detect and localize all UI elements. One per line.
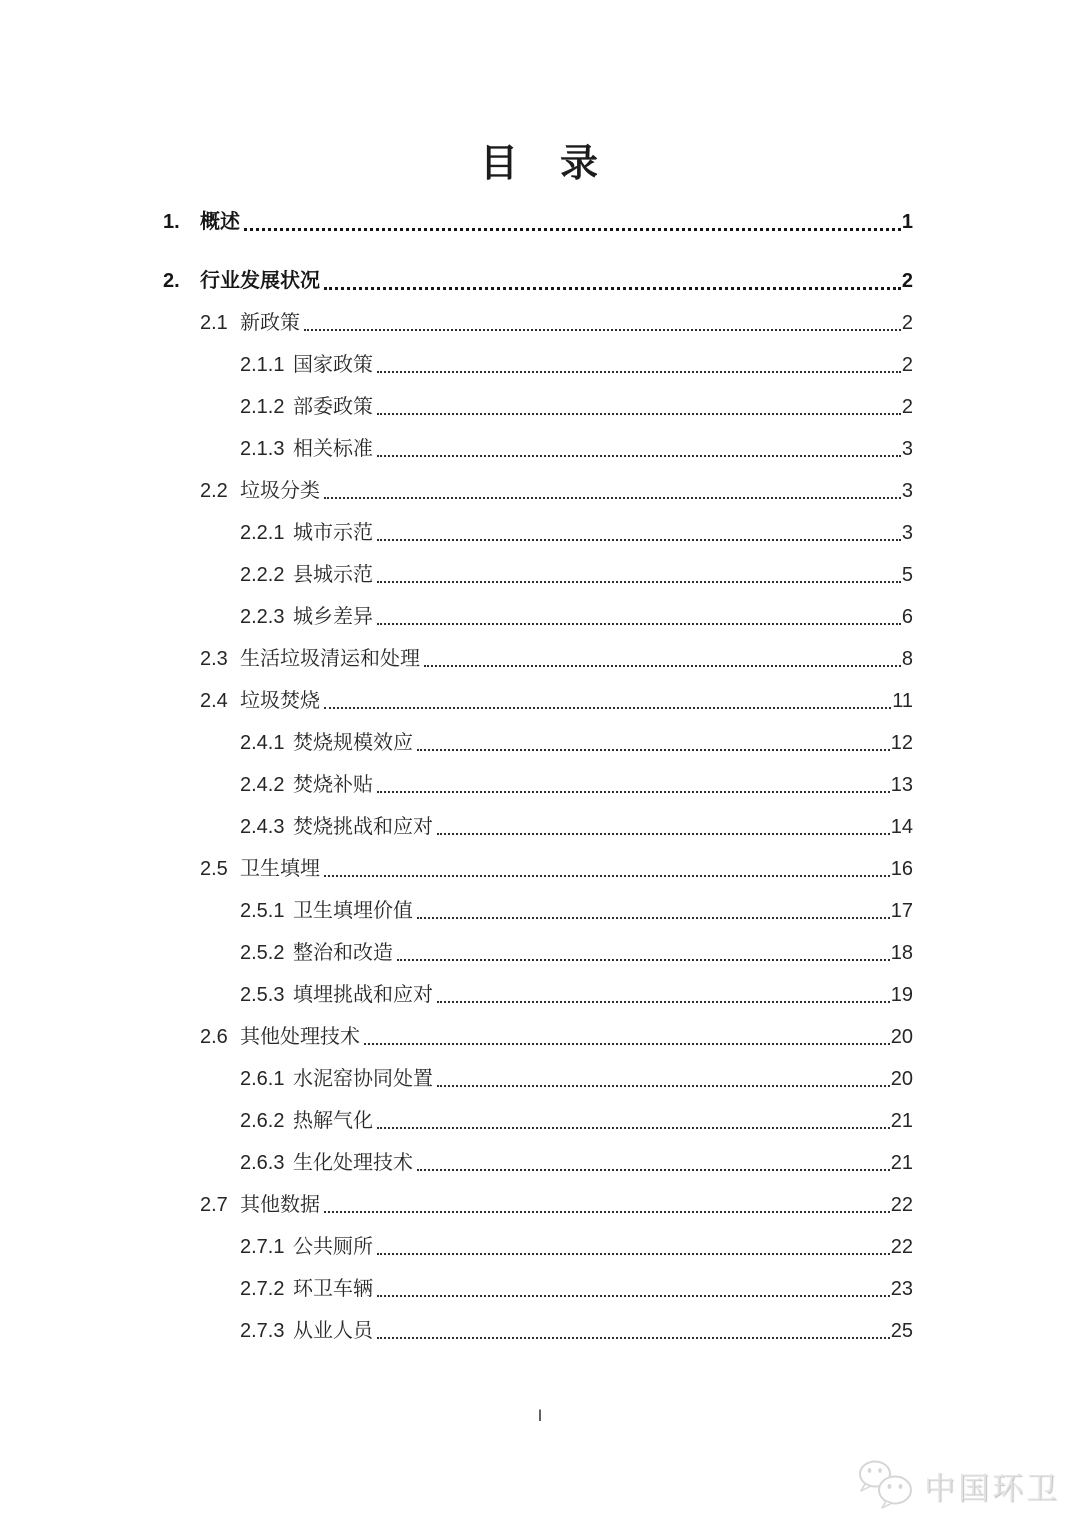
- toc-entry-page: 18: [890, 942, 913, 964]
- toc-entry-number: 2.4.1: [240, 732, 285, 754]
- toc-entry-label: 卫生填埋: [240, 858, 320, 880]
- toc-leader-dots: [377, 413, 901, 415]
- toc-entry-number: 2.6: [200, 1026, 228, 1048]
- toc-entry: [163, 1016, 913, 1058]
- toc-entry: [163, 596, 913, 638]
- toc-entry-label: 部委政策: [293, 396, 373, 418]
- toc-entry-number: 2.2: [200, 480, 228, 502]
- toc-leader-dots: [377, 1253, 890, 1255]
- toc-list: [163, 201, 913, 1352]
- toc-entry: [163, 470, 913, 512]
- toc-entry-page: 14: [890, 816, 913, 838]
- toc-entry: [163, 722, 913, 764]
- toc-entry: [163, 848, 913, 890]
- toc-entry-label: 环卫车辆: [293, 1278, 373, 1300]
- toc-leader-dots: [377, 455, 901, 457]
- toc-entry-page: 3: [901, 522, 913, 544]
- toc-leader-dots: [377, 581, 901, 583]
- toc-entry-page: 13: [890, 774, 913, 796]
- toc-entry-label: 城乡差异: [293, 606, 373, 628]
- toc-entry-page: 19: [890, 984, 913, 1006]
- toc-entry-number: 2.4.3: [240, 816, 285, 838]
- toc-leader-dots: [424, 665, 901, 667]
- toc-leader-dots: [244, 228, 901, 231]
- toc-entry-label: 国家政策: [293, 354, 373, 376]
- toc-entry-number: 2.1.1: [240, 354, 285, 376]
- toc-entry-number: 2.2.2: [240, 564, 285, 586]
- toc-leader-dots: [377, 1127, 890, 1129]
- toc-leader-dots: [377, 623, 901, 625]
- toc-entry-page: 23: [890, 1278, 913, 1300]
- toc-entry: [163, 302, 913, 344]
- toc-entry-number: 2.1.2: [240, 396, 285, 418]
- toc-entry: [163, 974, 913, 1016]
- toc-entry-page: 11: [892, 690, 913, 712]
- toc-entry-page: 1: [901, 211, 913, 233]
- toc-entry-page: 2: [901, 312, 913, 334]
- toc-entry: [163, 201, 913, 243]
- toc-entry-page: 21: [890, 1110, 913, 1132]
- toc-entry-label: 新政策: [240, 312, 300, 334]
- toc-entry-number: 2.4: [200, 690, 228, 712]
- toc-entry-page: 2: [901, 270, 913, 292]
- toc-entry-page: 2: [901, 354, 913, 376]
- toc-entry-label: 相关标准: [293, 438, 373, 460]
- toc-entry-number: 2.7.3: [240, 1320, 285, 1342]
- toc-entry-page: 5: [901, 564, 913, 586]
- toc-entry-page: 22: [890, 1194, 913, 1216]
- toc-entry-page: 12: [890, 732, 913, 754]
- toc-entry-number: 2.5.2: [240, 942, 285, 964]
- toc-entry-number: 2.1.3: [240, 438, 285, 460]
- toc-entry-number: 2.1: [200, 312, 228, 334]
- toc-leader-dots: [324, 497, 901, 499]
- toc-entry-number: 2.6.3: [240, 1152, 285, 1174]
- toc-entry-number: 2.: [163, 270, 180, 292]
- footer-page-number: I: [537, 1406, 543, 1425]
- toc-leader-dots: [364, 1043, 890, 1045]
- toc-entry-page: 21: [890, 1152, 913, 1174]
- toc-entry-label: 其他数据: [240, 1194, 320, 1216]
- toc-entry: [163, 1184, 913, 1226]
- toc-entry-label: 焚烧挑战和应对: [293, 816, 433, 838]
- toc-entry-number: 2.7.1: [240, 1236, 285, 1258]
- toc-entry-label: 垃圾焚烧: [240, 690, 320, 712]
- toc-entry-label: 行业发展状况: [200, 270, 320, 292]
- toc-entry-number: 2.7.2: [240, 1278, 285, 1300]
- toc-leader-dots: [377, 1337, 890, 1339]
- toc-entry: [163, 1226, 913, 1268]
- toc-entry-label: 公共厕所: [293, 1236, 373, 1258]
- toc-entry-page: 20: [890, 1026, 913, 1048]
- toc-entry-label: 热解气化: [293, 1110, 373, 1132]
- toc-entry-number: 2.2.1: [240, 522, 285, 544]
- toc-entry: [163, 806, 913, 848]
- toc-entry-label: 其他处理技术: [240, 1026, 360, 1048]
- toc-entry-number: 2.2.3: [240, 606, 285, 628]
- toc-entry: [163, 512, 913, 554]
- toc-entry-label: 焚烧补贴: [293, 774, 373, 796]
- toc-entry-label: 整治和改造: [293, 942, 393, 964]
- toc-entry-page: 20: [890, 1068, 913, 1090]
- toc-leader-dots: [417, 917, 890, 919]
- toc-entry-number: 2.6.2: [240, 1110, 285, 1132]
- toc-entry-label: 概述: [200, 211, 240, 233]
- toc-entry: [163, 932, 913, 974]
- toc-entry: [163, 1058, 913, 1100]
- toc-entry: [163, 1268, 913, 1310]
- toc-entry: [163, 680, 913, 722]
- toc-entry-page: 6: [901, 606, 913, 628]
- toc-entry-number: 2.5.1: [240, 900, 285, 922]
- toc-leader-dots: [324, 707, 891, 709]
- toc-entry-number: 2.5: [200, 858, 228, 880]
- toc-entry: [163, 1310, 913, 1352]
- toc-entry-label: 生活垃圾清运和处理: [240, 648, 420, 670]
- toc-entry-label: 焚烧规模效应: [293, 732, 413, 754]
- toc-entry-page: 2: [901, 396, 913, 418]
- toc-entry-label: 卫生填埋价值: [293, 900, 413, 922]
- toc-entry-page: 8: [901, 648, 913, 670]
- toc-leader-dots: [377, 791, 890, 793]
- toc-entry-number: 2.5.3: [240, 984, 285, 1006]
- toc-entry-number: 2.4.2: [240, 774, 285, 796]
- page-title: 目 录: [479, 143, 600, 185]
- watermark-text: 中国环卫: [924, 1470, 1060, 1506]
- toc-entry-number: 2.3: [200, 648, 228, 670]
- toc-entry-label: 填埋挑战和应对: [293, 984, 433, 1006]
- toc-entry: [163, 344, 913, 386]
- toc-leader-dots: [417, 1169, 890, 1171]
- toc-entry: [163, 554, 913, 596]
- toc-entry: [163, 428, 913, 470]
- toc-leader-dots: [324, 875, 890, 877]
- toc-entry: [163, 764, 913, 806]
- toc-leader-dots: [377, 539, 901, 541]
- toc-entry-number: 1.: [163, 211, 180, 233]
- toc-leader-dots: [324, 1211, 890, 1213]
- toc-entry-number: 2.6.1: [240, 1068, 285, 1090]
- toc-entry-label: 生化处理技术: [293, 1152, 413, 1174]
- toc-leader-dots: [304, 329, 901, 331]
- toc-entry-label: 从业人员: [293, 1320, 373, 1342]
- toc-leader-dots: [437, 833, 890, 835]
- toc-entry-page: 16: [890, 858, 913, 880]
- toc-leader-dots: [437, 1001, 890, 1003]
- toc-entry-page: 22: [890, 1236, 913, 1258]
- toc-entry: [163, 1100, 913, 1142]
- toc-entry: [163, 386, 913, 428]
- toc-entry-page: 3: [901, 480, 913, 502]
- toc-entry-number: 2.7: [200, 1194, 228, 1216]
- toc-entry-label: 垃圾分类: [240, 480, 320, 502]
- toc-entry: [163, 1142, 913, 1184]
- toc-entry: [163, 260, 913, 302]
- toc-entry-label: 县城示范: [293, 564, 373, 586]
- toc-entry-page: 3: [901, 438, 913, 460]
- toc-leader-dots: [377, 371, 901, 373]
- toc-entry-label: 城市示范: [293, 522, 373, 544]
- toc-leader-dots: [437, 1085, 890, 1087]
- toc-leader-dots: [377, 1295, 890, 1297]
- toc-entry-page: 17: [890, 900, 913, 922]
- toc-entry: [163, 638, 913, 680]
- wechat-icon: [856, 1459, 916, 1511]
- toc-entry-label: 水泥窑协同处置: [293, 1068, 433, 1090]
- watermark: [856, 1459, 1060, 1511]
- toc-leader-dots: [324, 287, 901, 290]
- toc-leader-dots: [397, 959, 890, 961]
- toc-leader-dots: [417, 749, 890, 751]
- toc-entry: [163, 890, 913, 932]
- toc-entry-page: 25: [890, 1320, 913, 1342]
